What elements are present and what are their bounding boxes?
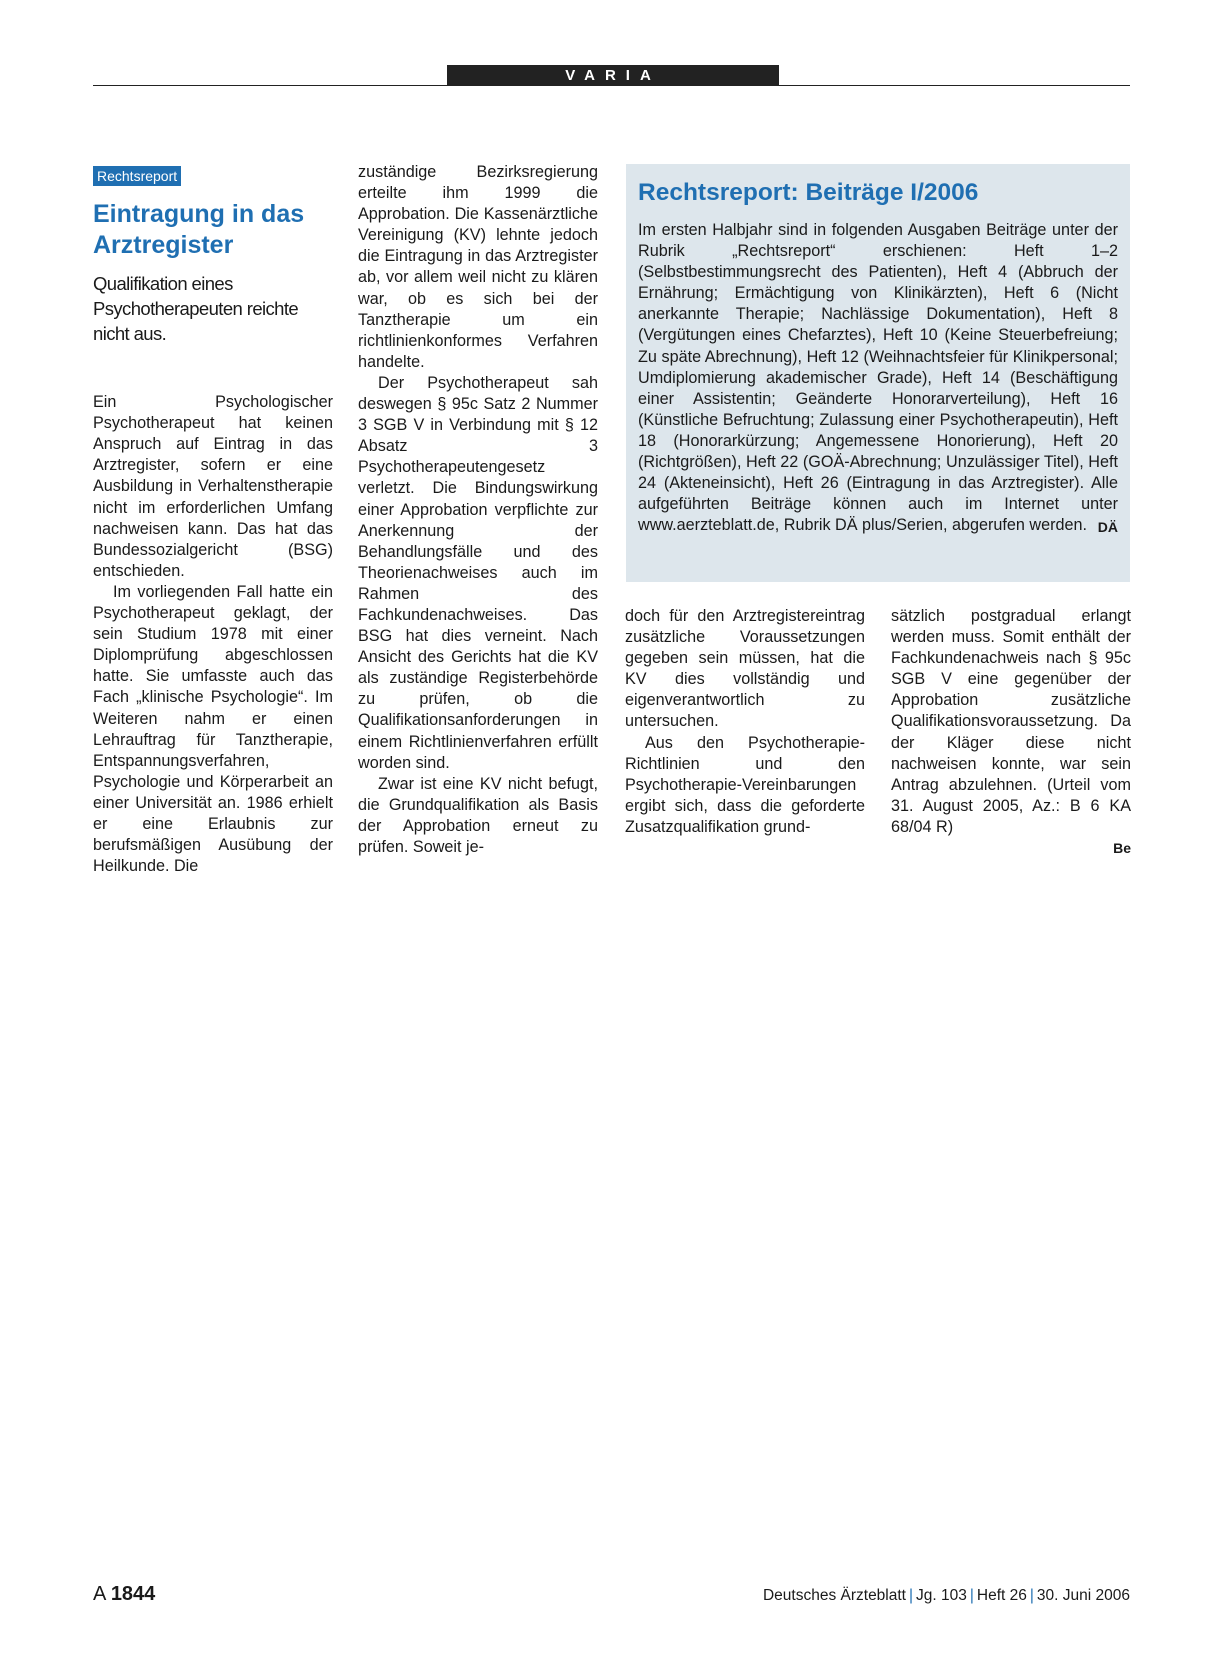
journal-date: 30. Juni 2006 xyxy=(1036,1587,1130,1604)
article-column-3 xyxy=(625,606,865,838)
section-header: VARIA xyxy=(447,65,779,86)
info-box-title: Rechtsreport: Beiträge I/2006 xyxy=(638,179,979,206)
rubric-badge: Rechtsreport xyxy=(93,166,181,186)
journal-volume: Jg. 103 xyxy=(916,1587,967,1604)
page-number xyxy=(93,1583,155,1606)
article-paragraph: Zwar ist eine KV nicht befugt, die Grundqualifikation als Basis der Approbation erneut zu prüfen. Soweit je- xyxy=(358,774,598,856)
author-sign: Be xyxy=(1113,840,1131,857)
article-paragraph: zuständige Bezirksregierung erteilte ihm 1999 die Approbation. Die Kassenärztliche Vereinigung (KV) lehnte jedoch die Eintragung in das Arztregister ab, vor allem weil nicht zu klären war, ob es sich bei der Tanztherapie um ein richtlinienkonformes Verfahren handelte. xyxy=(358,163,598,371)
article-subtitle: Qualifikation eines Psychotherapeuten reichte nicht aus. xyxy=(93,273,299,345)
article-paragraph: doch für den Arztregistereintrag zusätzliche Voraussetzungen gegeben sein müssen, hat die KV dies vollständig und eigenverantwortlich zu untersuchen. xyxy=(625,607,865,731)
info-box xyxy=(626,164,1130,582)
article-column-1 xyxy=(93,162,333,877)
article-paragraph: Der Psychotherapeut sah deswegen § 95c Satz 2 Nummer 3 SGB V in Verbindung mit § 12 Absatz 3 Psychotherapeutengesetz verletzt. Die Bindungswirkung einer Approbation verpflichte zur Anerkennung der Behandlungsfälle und des Theorienachweises auch im Rahmen des Fachkundenachweises. Das BSG hat dies verneint. Nach Ansicht des Gerichts hat die KV als zuständige Registerbehörde zu prüfen, ob die Qualifikationsanforderungen in einem Richtlinienverfahren erfüllt worden sind. xyxy=(358,373,598,772)
article-paragraph: sätzlich postgradual erlangt werden muss. Somit enthält der Fachkundenachweis nach § 95c SGB V eine gegenüber der Approbation zusätzliche Qualifikationsvoraussetzung. Da der Kläger diese nicht nachweisen konnte, war sein Antrag abzulehnen. (Urteil vom 31. August 2005, Az.: B 6 KA 68/04 R) xyxy=(891,607,1131,836)
article-paragraph: Ein Psychologischer Psychotherapeut hat keinen Anspruch auf Eintrag in das Arztregister, sofern er eine Ausbildung in Verhaltenstherapie nicht im erforderlichen Umfang nachweisen kann. Das hat das Bundessozialgericht (BSG) entschieden. xyxy=(93,393,333,580)
info-box-text: Im ersten Halbjahr sind in folgenden Ausgaben Beiträge unter der Rubrik „Rechtsreport“ erschienen: Heft 1–2 (Selbstbestimmungsrecht des Patienten), Heft 4 (Abbruch der Ernährung; Ermächtigung von Klinikärzten), Heft 6 (Nicht anerkannte Therapie; Nachlässige Dokumentation), Heft 8 (Vergütungen eines Chefarztes), Heft 10 (Keine Steuerbefreiung; Zu späte Abrechnung), Heft 12 (Weihnachtsfeier für Klinikpersonal; Umdiplomierung akademischer Grade), Heft 14 (Beschäftigung einer Assistentin; Geänderte Honorarverteilung), Heft 16 (Künstliche Befruchtung; Zulassung einer Psychotherapeutin), Heft 18 (Honorarkürzung; Angemessene Honorierung), Heft 20 (Richtgrößen), Heft 22 (GOÄ-Abrechnung; Unzulässiger Titel), Heft 24 (Akteneinsicht), Heft 26 (Eintragung in das Arztregister). Alle aufgeführten Beiträge können auch im Internet unter www.aerzteblatt.de, Rubrik DÄ plus/Serien, abgerufen werden. xyxy=(638,221,1118,535)
article-paragraph: Aus den Psychotherapie-Richtlinien und den Psychotherapie-Vereinbarungen ergibt sich, dass die geforderte Zusatzqualifikation grund- xyxy=(625,733,865,836)
journal-name: Deutsches Ärzteblatt xyxy=(762,1587,906,1604)
info-box-sign: DÄ xyxy=(1097,519,1118,536)
page-number-value: 1844 xyxy=(110,1583,156,1605)
journal-footer: Deutsches Ärzteblatt | Jg. 103 | Heft 26 | 30. Juni 2006 xyxy=(762,1587,1130,1604)
article-title: Eintragung in das Arztregister xyxy=(93,200,305,260)
article-paragraph: Im vorliegenden Fall hatte ein Psychotherapeut geklagt, der sein Studium 1978 mit einer Diplomprüfung abgeschlossen hatte. Sie umfasste auch das Fach „klinische Psychologie“. Im Weiteren nahm er einen Lehrauftrag für Tanztherapie, Entspannungsverfahren, Psychologie und Körperarbeit an einer Universität an. 1986 erhielt er eine Erlaubnis zur berufsmäßigen Ausübung der Heilkunde. Die xyxy=(93,582,333,876)
page-prefix: A xyxy=(93,1583,106,1605)
info-box-body xyxy=(638,220,1118,536)
article-column-2 xyxy=(358,162,598,858)
article-column-4 xyxy=(891,606,1131,859)
journal-issue: Heft 26 xyxy=(976,1587,1027,1604)
